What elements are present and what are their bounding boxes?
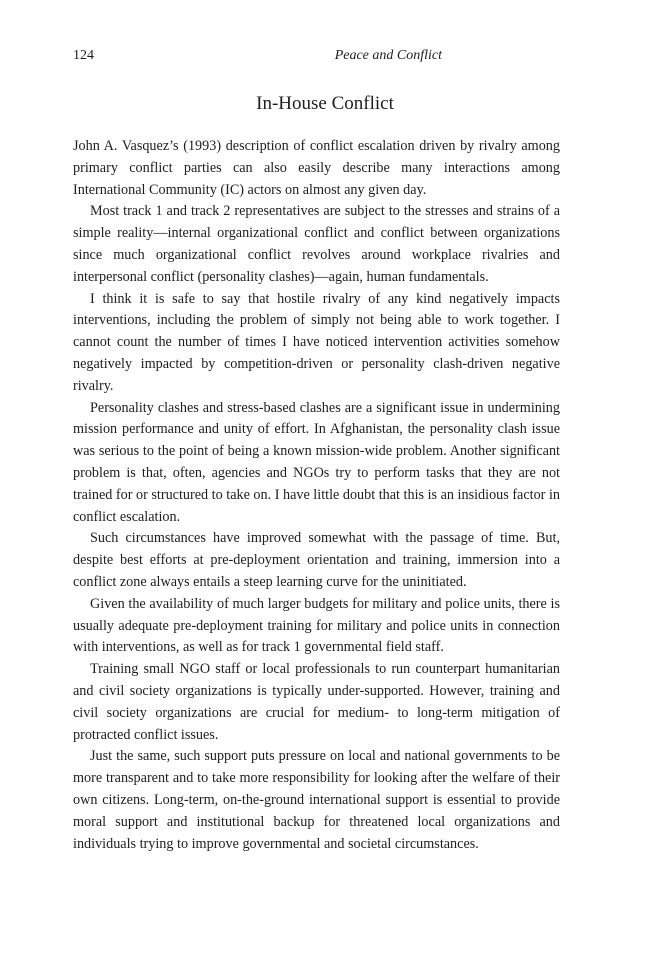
paragraph: Given the availability of much larger budgets for military and police units, there is usually adequate pre-deployment training for military and police units in connection with interventions, as well as for track 1 governmental field staff. xyxy=(73,595,560,656)
paragraph: Personality clashes and stress-based clashes are a significant issue in undermining mission performance and unity of effort. In Afghanistan, the personality clash issue was serious to the point of being a known mission-wide problem. Another significant problem is that, often, agencies and NGOs try to perform tasks that they are not trained for or structured to take on. I have little doubt that this is an insidious factor in conflict escalation. xyxy=(73,399,560,525)
body-text xyxy=(73,136,560,855)
section-title: In-House Conflict xyxy=(256,93,394,114)
running-title: Peace and Conflict xyxy=(334,48,442,63)
paragraph: John A. Vasquez’s (1993) description of conflict escalation driven by rivalry among primary conflict parties can also easily describe many interactions among International Community (IC) actors on almost any given day. xyxy=(73,138,560,198)
running-header xyxy=(73,45,442,67)
paragraph: I think it is safe to say that hostile rivalry of any kind negatively impacts interventions, including the problem of simply not being able to work together. I cannot count the number of times I have noticed intervention activities somehow negatively impacted by competition-driven or personality clash-driven negative rivalry. xyxy=(73,290,560,394)
paragraph: Such circumstances have improved somewhat with the passage of time. But, despite best efforts at pre-deployment orientation and training, immersion into a conflict zone always entails a steep learning curve for the uninitiated. xyxy=(73,530,560,590)
paragraph: Training small NGO staff or local professionals to run counterpart humanitarian and civil society organizations is typically under-supported. However, training and civil society organizations are crucial for medium- to long-term mitigation of protracted conflict issues. xyxy=(73,661,560,743)
paragraph: Most track 1 and track 2 representatives are subject to the stresses and strains of a simple reality—internal organizational conflict and conflict between organizations since much organizational conflict revolves around workplace rivalries and interpersonal conflict (personality clashes)—again, human fundamentals. xyxy=(73,203,560,285)
paragraph: Just the same, such support puts pressure on local and national governments to be more transparent and to take more responsibility for looking after the welfare of their own citizens. Long-term, on-the-ground international support is essential to provide moral support and institutional backup for threatened local organizations and individuals trying to improve governmental and societal circumstances. xyxy=(73,748,560,852)
page-number: 124 xyxy=(73,48,94,63)
